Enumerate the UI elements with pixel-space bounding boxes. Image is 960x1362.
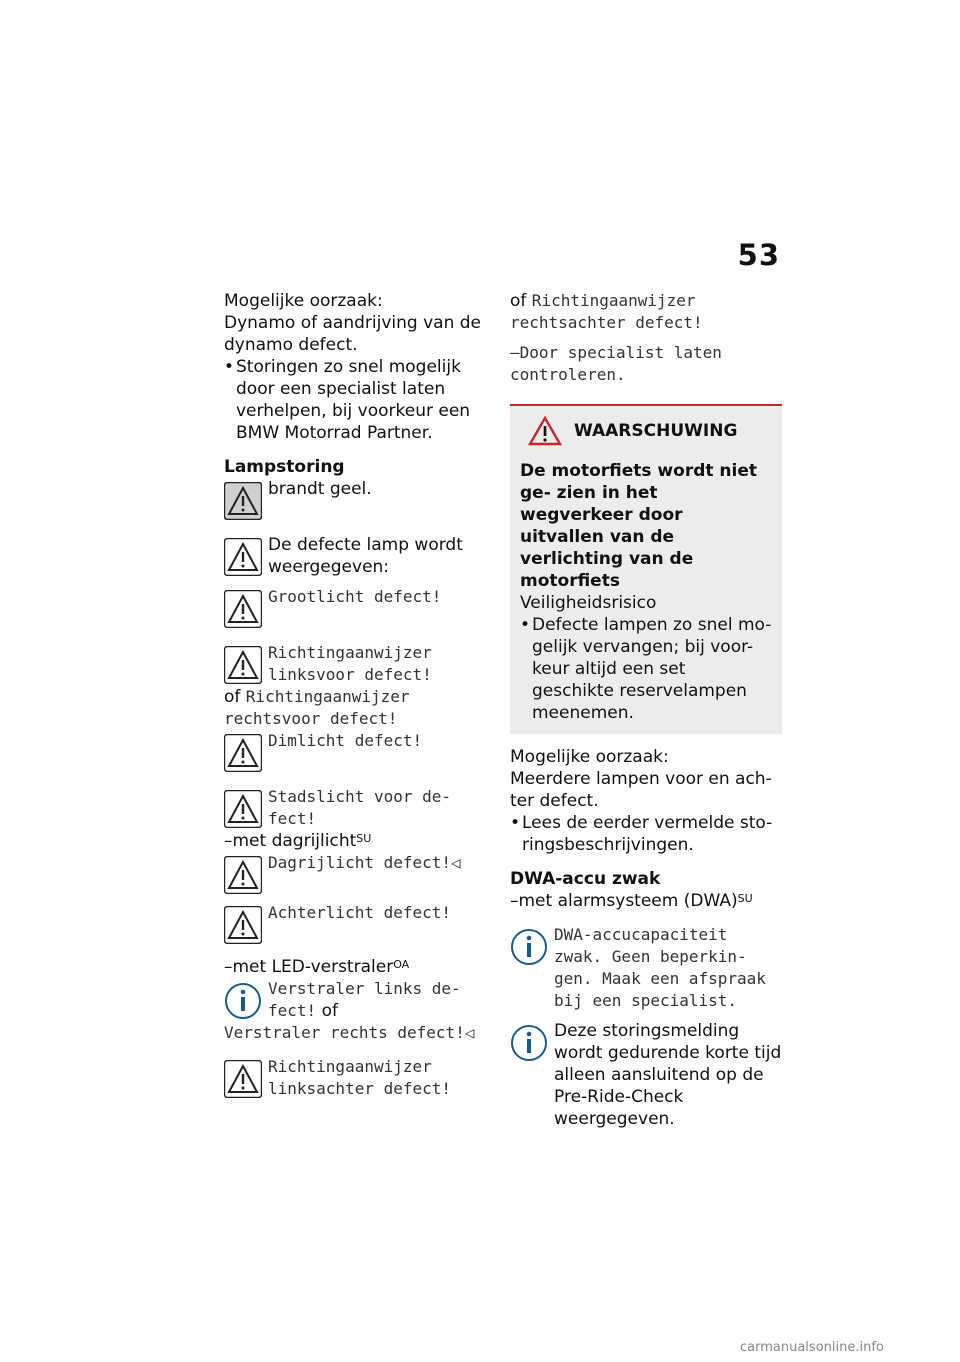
msg-right-rear: Richtingaanwijzer rechtsachter defect! [510, 291, 703, 332]
msg-row [224, 730, 490, 772]
sup-su: SU [356, 832, 372, 845]
info-icon [510, 928, 548, 966]
warning-triangle-icon [224, 856, 262, 894]
lamp-yellow-row [224, 478, 490, 520]
info-icon [510, 1024, 548, 1062]
dash-daylight: –met dagrijlicht [224, 831, 357, 851]
dwa-msg-row [510, 924, 782, 1012]
warning-triangle-icon [224, 906, 262, 944]
page-number: 53 [737, 238, 780, 272]
msg-row [224, 978, 490, 1022]
right-column [510, 290, 782, 1130]
warning-triangle-icon [224, 734, 262, 772]
msg-spot-right: Verstraler rechts defect!◁ [224, 1023, 475, 1042]
sup-oa: OA [393, 958, 410, 971]
msg-dwa: DWA-accucapaciteit zwak. Geen beperkin- gen. Maak een afspraak bij een specialist. [554, 925, 766, 1010]
footer-watermark: carmanualsonline.info [740, 1340, 884, 1355]
msg-row [224, 1056, 490, 1100]
info-icon [224, 982, 262, 1020]
warning-box [510, 404, 782, 734]
bullet-text: Storingen zo snel mogelijk door een specialist laten verhelpen, bij voorkeur een BMW Motorrad Partner. [236, 357, 471, 443]
left-column [224, 290, 490, 1100]
warning-triangle-icon [224, 1060, 262, 1098]
msg-right-front: Richtingaanwijzer rechtsvoor defect! [224, 687, 410, 728]
warning-triangle-icon [224, 482, 262, 520]
warning-triangle-icon [224, 790, 262, 828]
of-label: of [224, 687, 241, 707]
msg-left-front: Richtingaanwijzer linksvoor defect! [268, 643, 432, 684]
heading-dwa: DWA-accu zwak [510, 869, 661, 889]
warning-title: WAARSCHUWING [520, 416, 772, 446]
cause-label: Mogelijke oorzaak: [224, 291, 383, 311]
heading-lampstoring: Lampstoring [224, 457, 345, 477]
lamp-display-text: De defecte lamp wordt weergegeven: [268, 535, 463, 577]
msg-highbeam: Grootlicht defect! [268, 587, 442, 606]
warning-risk: Veiligheidsrisico [520, 593, 657, 613]
of-label: of [321, 1001, 338, 1021]
msg-parking: Stadslicht voor de- fect! [268, 787, 452, 828]
warning-triangle-icon [224, 646, 262, 684]
warning-triangle-icon [224, 590, 262, 628]
msg-row [224, 852, 490, 894]
msg-row [224, 902, 490, 944]
bullet-item: • Lees de eerder vermelde sto- ringsbeschrijvingen. [510, 813, 773, 855]
warning-headline: De motorfiets wordt niet ge- zien in het wegverkeer door uitvallen van de verlichting van de motorfiets [520, 461, 758, 591]
msg-row [224, 586, 490, 628]
of-label: of [510, 291, 527, 311]
warning-bullet: • Defecte lampen zo snel mo- gelijk vervangen; bij voor- keur altijd een set geschikte reservelampen meenemen. [520, 615, 772, 723]
msg-row [224, 642, 490, 686]
warning-triangle-icon [528, 416, 562, 446]
bullet-item: • Storingen zo snel mogelijk door een specialist laten verhelpen, bij voorkeur een BMW Motorrad Partner. [224, 356, 490, 444]
msg-left-rear: Richtingaanwijzer linksachter defect! [268, 1057, 452, 1098]
msg-spot-left: Verstraler links de- fect! [268, 979, 461, 1020]
msg-low-beam: Dimlicht defect! [268, 731, 423, 750]
lamp-yellow-text: brandt geel. [268, 479, 372, 499]
msg-daylight: Dagrijlicht defect!◁ [268, 853, 461, 872]
info-text: Deze storingsmelding wordt gedurende korte tijd alleen aansluitend op de Pre-Ride-Check weergegeven. [554, 1021, 782, 1129]
cause-text: Dynamo of aandrijving van de dynamo defect. [224, 313, 481, 355]
cause-text: Meerdere lampen voor en ach- ter defect. [510, 769, 772, 811]
sup-su: SU [737, 892, 753, 905]
warning-triangle-icon [224, 538, 262, 576]
dash-led: –met LED-verstraler [224, 957, 394, 977]
cause-label: Mogelijke oorzaak: [510, 747, 669, 767]
msg-specialist: –Door specialist laten controleren. [510, 343, 722, 384]
lamp-display-row [224, 534, 490, 578]
dash-alarm: –met alarmsysteem (DWA) [510, 891, 738, 911]
msg-row [224, 786, 490, 830]
msg-rear: Achterlicht defect! [268, 903, 452, 922]
info-row [510, 1020, 782, 1130]
